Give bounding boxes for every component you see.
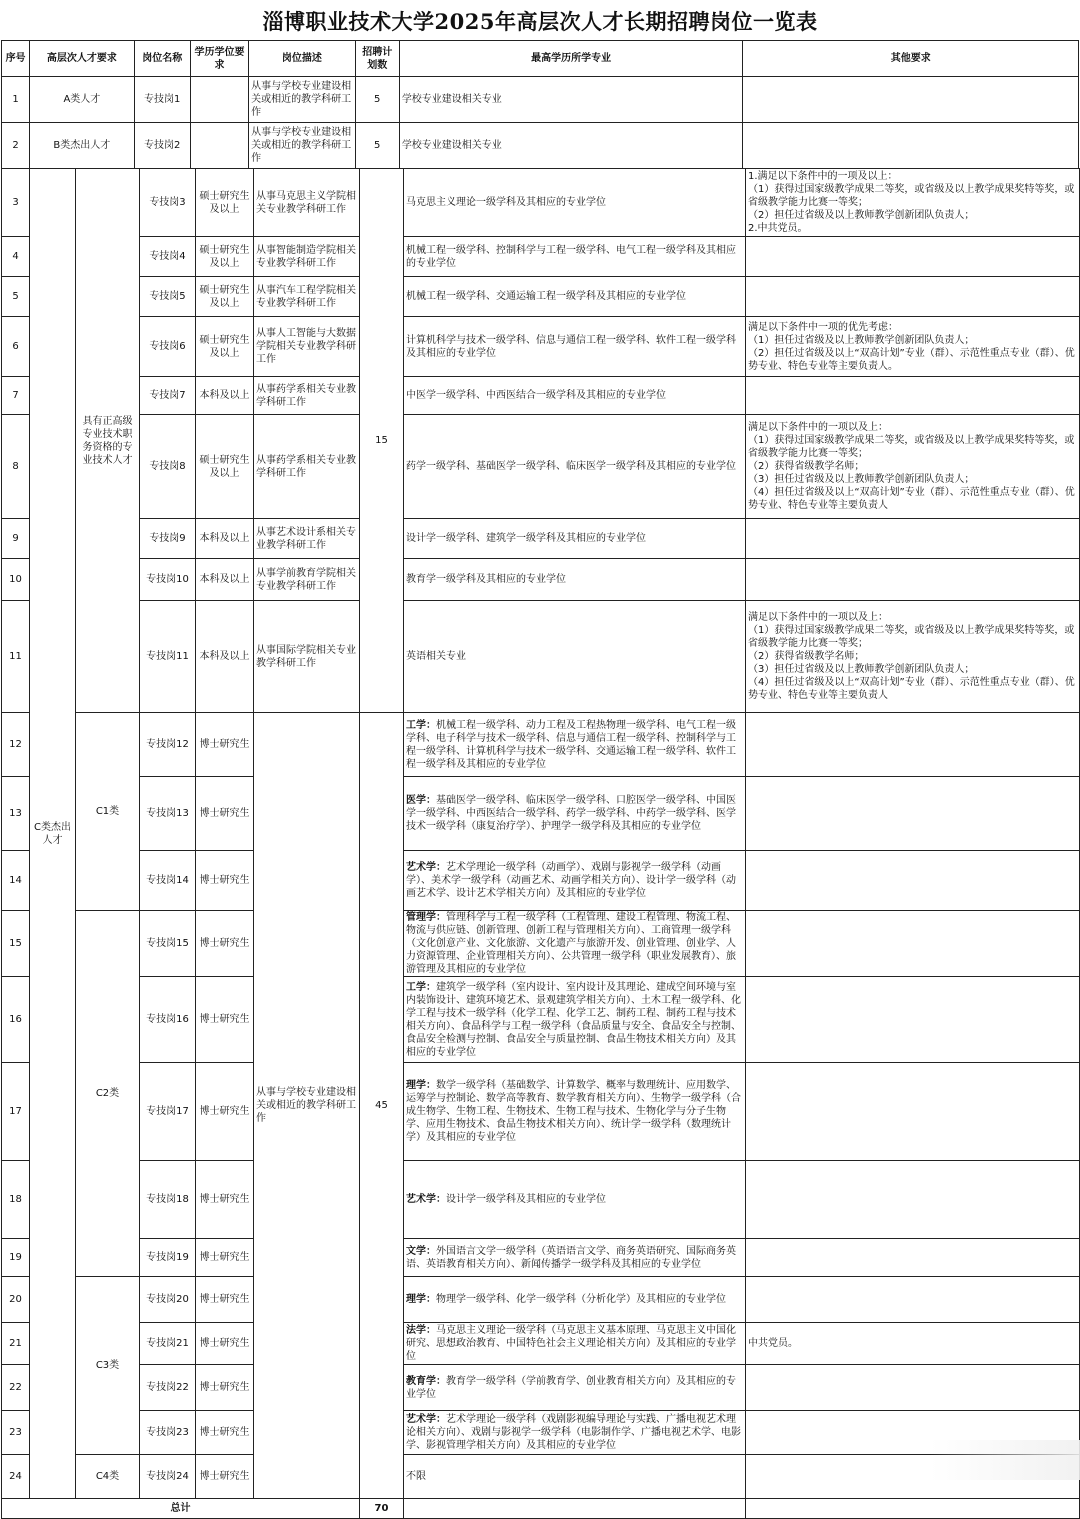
- row-edu: 本科及以上: [196, 559, 254, 601]
- row-edu: 本科及以上: [196, 377, 254, 415]
- row-seq: 6: [2, 317, 30, 377]
- row-seq: 7: [2, 377, 30, 415]
- row-edu: 博士研究生: [196, 1161, 254, 1239]
- row-edu: 博士研究生: [196, 851, 254, 911]
- major-text: 药学一级学科、基础医学一级学科、临床医学一级学科及其相应的专业学位: [406, 461, 736, 472]
- row-other: [746, 277, 1080, 317]
- row-post: 专技岗24: [140, 1455, 196, 1499]
- major-text: 马克思主义理论一级学科及其相应的专业学位: [406, 197, 606, 208]
- row-major: [404, 519, 746, 559]
- watermark: [930, 1440, 1080, 1480]
- row-post: 专技岗20: [140, 1277, 196, 1323]
- total-empty-major: [404, 1499, 746, 1519]
- row-other: 满足以下条件中的一项以及上： （1）获得过国家级教学成果二等奖，或省级及以上教学成果奖特等奖，或省级教学能力比赛一等奖； （2）获得省级教学名师； （3）担任过省级及以上教师教学创新团队负责人； （4）担任过省级及以上“双高计划”专业（群）、示范性重点专业（群）、优势专业、特色专业等主要负责人: [746, 601, 1080, 713]
- row-edu: 博士研究生: [196, 1239, 254, 1277]
- row-edu: 博士研究生: [196, 713, 254, 777]
- row-post: 专技岗22: [140, 1365, 196, 1411]
- row-major: [404, 317, 746, 377]
- row-major: [404, 277, 746, 317]
- plan-b: 5: [355, 123, 399, 169]
- table-row: [2, 601, 1080, 713]
- header-requirement: 高层次人才要求: [30, 41, 134, 77]
- table-row: [2, 777, 1080, 851]
- row-post: 专技岗10: [140, 559, 196, 601]
- recruitment-table: [1, 40, 1079, 169]
- table-row: [2, 1455, 1080, 1499]
- row-seq: 23: [2, 1411, 30, 1455]
- major-text: 艺术学理论一级学科（戏剧影视编导理论与实践、广播电视艺术理论相关方向）、戏剧与影视学一级学科（电影制作学、广播电视艺术学、电影学、影视管理学相关方向）及其相应的专业学位: [406, 1414, 741, 1451]
- row-major: [404, 1063, 746, 1161]
- row-other: [746, 237, 1080, 277]
- total-row: [2, 1499, 1080, 1519]
- row-post: 专技岗11: [140, 601, 196, 713]
- row-desc: 从事智能制造学院相关专业教学科研工作: [254, 237, 360, 277]
- row-post: 专技岗21: [140, 1323, 196, 1365]
- major-text: 教育学一级学科及其相应的专业学位: [406, 574, 566, 585]
- table-row: [2, 1239, 1080, 1277]
- table-row: [2, 277, 1080, 317]
- plan-senior: 15: [360, 169, 404, 713]
- row-edu: 硕士研究生及以上: [196, 169, 254, 237]
- row-post: 专技岗3: [140, 169, 196, 237]
- row-other: [743, 123, 1079, 169]
- row-other: [746, 1161, 1080, 1239]
- major-text: 中医学一级学科、中西医结合一级学科及其相应的专业学位: [406, 390, 666, 401]
- row-post: 专技岗15: [140, 911, 196, 977]
- row-other: [746, 713, 1080, 777]
- row-other: [743, 77, 1079, 123]
- row-desc: 从事国际学院相关专业教学科研工作: [254, 601, 360, 713]
- table-row: [2, 1161, 1080, 1239]
- row-major: [404, 601, 746, 713]
- row-seq: 14: [2, 851, 30, 911]
- major-subject-label: 管理学：: [406, 912, 446, 923]
- table-row: [2, 1277, 1080, 1323]
- row-major: [404, 169, 746, 237]
- row-edu: 博士研究生: [196, 1365, 254, 1411]
- total-empty-other: [746, 1499, 1080, 1519]
- row-seq: 13: [2, 777, 30, 851]
- row-major: [404, 1239, 746, 1277]
- table-row: [2, 559, 1080, 601]
- major-text: 基础医学一级学科、临床医学一级学科、口腔医学一级学科、中国医学一级学科、中西医结合一级学科、药学一级学科、中药学一级学科、医学技术一级学科（康复治疗学）、护理学一级学科及其相应的专业学位: [406, 795, 736, 832]
- row-major: [404, 1365, 746, 1411]
- row-other: 中共党员。: [746, 1323, 1080, 1365]
- major-subject-label: 工学：: [406, 981, 436, 993]
- row-other: [746, 1239, 1080, 1277]
- row-other: [746, 977, 1080, 1063]
- group-b: B类杰出人才: [30, 123, 134, 169]
- table-row: [2, 237, 1080, 277]
- row-post: 专技岗5: [140, 277, 196, 317]
- row-edu: 博士研究生: [196, 1063, 254, 1161]
- row-major: [404, 777, 746, 851]
- row-major: [404, 415, 746, 519]
- row-desc: 从事艺术设计系相关专业教学科研工作: [254, 519, 360, 559]
- row-major: [404, 1277, 746, 1323]
- row-seq: 3: [2, 169, 30, 237]
- row-seq: 16: [2, 977, 30, 1063]
- total-label: 总计: [2, 1499, 360, 1519]
- row-other: [746, 559, 1080, 601]
- row-other: 1.满足以下条件中的一项及以上： （1）获得过国家级教学成果二等奖，或省级及以上教学成果奖特等奖，或省级教学能力比赛一等奖； （2）担任过省级及以上教师教学创新团队负责人； 2.中共党员。: [746, 169, 1080, 237]
- row-seq: 4: [2, 237, 30, 277]
- row-major: [404, 851, 746, 911]
- row-post: 专技岗23: [140, 1411, 196, 1455]
- row-other: [746, 1063, 1080, 1161]
- group-c4: C4类: [76, 1455, 140, 1499]
- header-row: [2, 41, 1079, 77]
- row-desc: 从事与学校专业建设相关或相近的教学科研工作: [249, 123, 355, 169]
- major-subject-label: 艺术学：: [406, 862, 446, 873]
- major-text: 马克思主义理论一级学科（马克思主义基本原理、马克思主义中国化研究、思想政治教育、中国特色社会主义理论相关方向）及其相应的专业学位: [406, 1325, 736, 1362]
- row-other: [746, 851, 1080, 911]
- page-title: 淄博职业技术大学2025年高层次人才长期招聘岗位一览表: [262, 9, 818, 34]
- row-seq: 8: [2, 415, 30, 519]
- row-major: [404, 713, 746, 777]
- group-senior: 具有正高级专业技术职务资格的专业技术人才: [76, 169, 140, 713]
- major-subject-label: 医学：: [406, 795, 436, 806]
- group-c3: C3类: [76, 1277, 140, 1455]
- row-edu: 博士研究生: [196, 777, 254, 851]
- major-text: 数学一级学科（基础数学、计算数学、概率与数理统计、应用数学、运筹学与控制论、数学高等教育、数学教育相关方向）、生物学一级学科（合成生物学、生物工程、生物技术、生物工程与技术、生物化学与分子生物学、应用生物技术、食品生物技术相关方向）、统计学一级学科（数理统计学）及其相应的专业学位: [406, 1080, 741, 1143]
- row-edu: 硕士研究生及以上: [196, 277, 254, 317]
- major-text: 英语相关专业: [406, 651, 466, 662]
- row-edu: 博士研究生: [196, 977, 254, 1063]
- row-desc: 从事马克思主义学院相关专业教学科研工作: [254, 169, 360, 237]
- major-text: 教育学一级学科（学前教育学、创业教育相关方向）及其相应的专业学位: [406, 1375, 736, 1400]
- major-subject-label: 文学：: [406, 1245, 436, 1257]
- row-post: 专技岗17: [140, 1063, 196, 1161]
- header-other: 其他要求: [743, 41, 1079, 77]
- row-major: [404, 237, 746, 277]
- table-row: [2, 1411, 1080, 1455]
- row-other: 满足以下条件中的一项以及上： （1）获得过国家级教学成果二等奖，或省级及以上教学成果奖特等奖，或省级教学能力比赛一等奖； （2）获得省级教学名师； （3）担任过省级及以上教师教学创新团队负责人； （4）担任过省级及以上“双高计划”专业（群）、示范性重点专业（群）、优势专业、特色专业等主要负责人: [746, 415, 1080, 519]
- table-row: [2, 1365, 1080, 1411]
- major-subject-label: 理学：: [406, 1080, 436, 1091]
- row-edu: 硕士研究生及以上: [196, 415, 254, 519]
- row-edu: 本科及以上: [196, 519, 254, 559]
- header-major: 最高学历所学专业: [399, 41, 743, 77]
- major-text: 机械工程一级学科、交通运输工程一级学科及其相应的专业学位: [406, 291, 686, 302]
- row-other: 满足以下条件中一项的优先考虑： （1）担任过省级及以上教师教学创新团队负责人； （2）担任过省级及以上“双高计划”专业（群）、示范性重点专业（群）、优势专业、特色专业等主要负责人。: [746, 317, 1080, 377]
- major-text: 计算机科学与技术一级学科、信息与通信工程一级学科、软件工程一级学科及其相应的专业学位: [406, 334, 736, 359]
- table-row: [2, 713, 1080, 777]
- group-c1: C1类: [76, 713, 140, 911]
- major-text: 艺术学理论一级学科（动画学）、戏剧与影视学一级学科（动画学）、美术学一级学科（动画艺术、动画学相关方向）、设计学一级学科（动画艺术学、设计艺术学相关方向）及其相应的专业学位: [406, 862, 736, 899]
- row-desc: 从事药学系相关专业教学科研工作: [254, 415, 360, 519]
- row-major: [404, 1323, 746, 1365]
- row-edu: 博士研究生: [196, 1277, 254, 1323]
- row-major: [404, 1411, 746, 1455]
- row-edu: 博士研究生: [196, 1455, 254, 1499]
- row-desc: 从事药学系相关专业教学科研工作: [254, 377, 360, 415]
- row-seq: 10: [2, 559, 30, 601]
- header-seq: 序号: [2, 41, 30, 77]
- row-seq: 22: [2, 1365, 30, 1411]
- major-text: 物理学一级学科、化学一级学科（分析化学）及其相应的专业学位: [436, 1294, 726, 1305]
- table-row: [2, 911, 1080, 977]
- row-major: 学校专业建设相关专业: [399, 77, 743, 123]
- row-seq: 20: [2, 1277, 30, 1323]
- table-row: [2, 415, 1080, 519]
- row-edu: 本科及以上: [196, 601, 254, 713]
- major-text: 设计学一级学科及其相应的专业学位: [446, 1194, 606, 1205]
- row-post: 专技岗13: [140, 777, 196, 851]
- table-row: [2, 123, 1079, 169]
- table-row: [2, 851, 1080, 911]
- row-seq: 12: [2, 713, 30, 777]
- major-text: 机械工程一级学科、控制科学与工程一级学科、电气工程一级学科及其相应的专业学位: [406, 244, 736, 269]
- header-description: 岗位描述: [249, 41, 355, 77]
- row-seq: 18: [2, 1161, 30, 1239]
- row-edu: [190, 77, 248, 123]
- table-row: [2, 1323, 1080, 1365]
- row-desc: 从事学前教育学院相关专业教学科研工作: [254, 559, 360, 601]
- row-seq: 11: [2, 601, 30, 713]
- header-plan: 招聘计划数: [355, 41, 399, 77]
- major-text: 管理科学与工程一级学科（工程管理、建设工程管理、物流工程、物流与供应链、创新管理、创新工程与管理相关方向）、工商管理一级学科（文化创意产业、文化旅游、文化遗产与旅游开发、创业管理、创业学、人力资源管理、企业管理相关方向）、公共管理一级学科（职业发展教育）、旅游管理及其相应的专业学位: [406, 912, 736, 975]
- row-seq: 2: [2, 123, 30, 169]
- row-edu: 博士研究生: [196, 1323, 254, 1365]
- major-text: 不限: [406, 1471, 426, 1482]
- row-post: 专技岗8: [140, 415, 196, 519]
- row-desc-shared: 从事与学校专业建设相关或相近的教学科研工作: [254, 713, 360, 1499]
- header-education: 学历学位要求: [190, 41, 248, 77]
- row-seq: 15: [2, 911, 30, 977]
- major-subject-label: 工学：: [406, 719, 436, 731]
- row-other: [746, 1365, 1080, 1411]
- group-c2: C2类: [76, 911, 140, 1277]
- row-seq: 1: [2, 77, 30, 123]
- row-major: [404, 559, 746, 601]
- row-post: 专技岗12: [140, 713, 196, 777]
- major-text: 外国语言文学一级学科（英语语言文学、商务英语研究、国际商务英语、英语教育相关方向）、新闻传播学一级学科及其相应的专业学位: [406, 1245, 736, 1270]
- row-seq: 21: [2, 1323, 30, 1365]
- major-text: 设计学一级学科、建筑学一级学科及其相应的专业学位: [406, 533, 646, 544]
- row-desc: 从事与学校专业建设相关或相近的教学科研工作: [249, 77, 355, 123]
- table-row: [2, 377, 1080, 415]
- row-edu: 博士研究生: [196, 1411, 254, 1455]
- row-seq: 19: [2, 1239, 30, 1277]
- row-desc: 从事人工智能与大数据学院相关专业教学科研工作: [254, 317, 360, 377]
- row-major: [404, 377, 746, 415]
- group-a: A类人才: [30, 77, 134, 123]
- row-major: [404, 911, 746, 977]
- total-value: 70: [360, 1499, 404, 1519]
- table-row: [2, 1063, 1080, 1161]
- row-post: 专技岗19: [140, 1239, 196, 1277]
- row-edu: 硕士研究生及以上: [196, 237, 254, 277]
- table-row: [2, 169, 1080, 237]
- row-seq: 17: [2, 1063, 30, 1161]
- major-subject-label: 法学：: [406, 1325, 436, 1336]
- row-post: 专技岗4: [140, 237, 196, 277]
- row-post: 专技岗14: [140, 851, 196, 911]
- row-major: [404, 1455, 746, 1499]
- major-text: 建筑学一级学科（室内设计、室内设计及其理论、建成空间环境与室内装饰设计、建筑环境艺术、景观建筑学相关方向）、土木工程一级学科、化学工程与技术一级学科（化学工程、化学工艺、制药工程、制药工程与技术相关方向）、食品科学与工程一级学科（食品质量与安全、食品安全与控制、食品安全检测与控制、食品安全与质量控制、食品生物技术相关方向）及其相应的专业学位: [406, 981, 741, 1058]
- row-seq: 9: [2, 519, 30, 559]
- row-other: [746, 1277, 1080, 1323]
- row-post: 专技岗7: [140, 377, 196, 415]
- recruitment-table-main: [1, 168, 1080, 1519]
- row-post: 专技岗9: [140, 519, 196, 559]
- group-c: C类杰出人才: [30, 169, 76, 1499]
- row-post: 专技岗18: [140, 1161, 196, 1239]
- major-subject-label: 艺术学：: [406, 1194, 446, 1205]
- row-other: [746, 519, 1080, 559]
- row-seq: 24: [2, 1455, 30, 1499]
- row-post: 专技岗16: [140, 977, 196, 1063]
- row-major: 学校专业建设相关专业: [399, 123, 743, 169]
- row-major: [404, 1161, 746, 1239]
- major-subject-label: 教育学：: [406, 1375, 446, 1387]
- row-other: [746, 911, 1080, 977]
- major-subject-label: 理学：: [406, 1294, 436, 1305]
- table-row: [2, 519, 1080, 559]
- header-post: 岗位名称: [134, 41, 190, 77]
- row-other: [746, 777, 1080, 851]
- plan-a: 5: [355, 77, 399, 123]
- row-edu: 博士研究生: [196, 911, 254, 977]
- table-row: [2, 977, 1080, 1063]
- table-row: [2, 317, 1080, 377]
- major-text: 机械工程一级学科、动力工程及工程热物理一级学科、电气工程一级学科、电子科学与技术一级学科、信息与通信工程一级学科、控制科学与工程一级学科、计算机科学与技术一级学科、交通运输工程一级学科、软件工程一级学科及其相应的专业学位: [406, 719, 736, 770]
- row-seq: 5: [2, 277, 30, 317]
- row-major: [404, 977, 746, 1063]
- row-other: [746, 377, 1080, 415]
- table-row: [2, 77, 1079, 123]
- row-edu: [190, 123, 248, 169]
- plan-c: 45: [360, 713, 404, 1499]
- row-desc: 从事汽车工程学院相关专业教学科研工作: [254, 277, 360, 317]
- row-post: 专技岗6: [140, 317, 196, 377]
- row-post: 专技岗2: [134, 123, 190, 169]
- major-subject-label: 艺术学：: [406, 1414, 446, 1425]
- row-edu: 硕士研究生及以上: [196, 317, 254, 377]
- row-post: 专技岗1: [134, 77, 190, 123]
